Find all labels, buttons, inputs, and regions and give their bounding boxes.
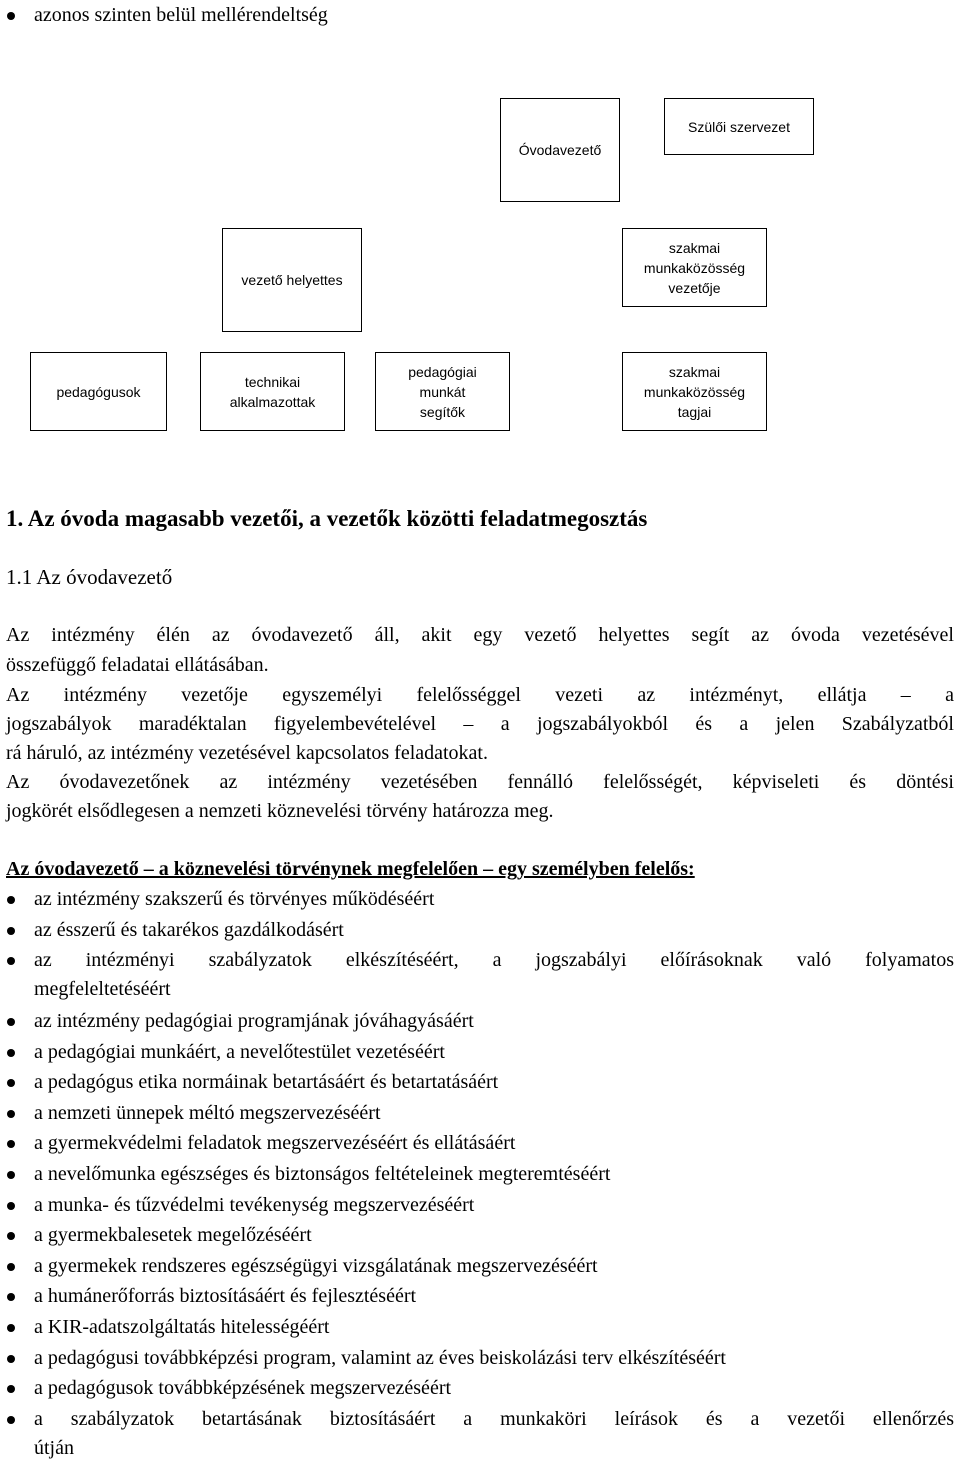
bullet-dot bbox=[7, 1171, 15, 1179]
paragraph-line: Az intézmény vezetője egyszemélyi felelősséggel vezeti az intézményt, ellátja – a bbox=[6, 684, 954, 706]
org-label: vezető helyettes bbox=[241, 272, 343, 288]
org-box-workgroup-members bbox=[622, 352, 767, 431]
list-item: a pedagógiai munkáért, a nevelőtestület vezetéséért bbox=[34, 1041, 445, 1063]
bullet-dot bbox=[7, 1416, 15, 1424]
list-item: a gyermekek rendszeres egészségügyi vizsgálatának megszervezéséért bbox=[34, 1255, 598, 1277]
org-label-line: segítők bbox=[419, 403, 466, 420]
list-item: a pedagógus etika normáinak betartásáért és betartatásáért bbox=[34, 1071, 499, 1093]
bullet-dot bbox=[7, 1263, 15, 1271]
list-item-continuation: útján bbox=[34, 1437, 74, 1459]
org-label-line: munkaközösség bbox=[643, 383, 746, 400]
bullet-dot bbox=[7, 927, 15, 935]
org-label-line: szakmai bbox=[668, 363, 721, 380]
paragraph-line: Az intézmény élén az óvodavezető áll, akit egy vezető helyettes segít az óvoda vezetésével bbox=[6, 624, 954, 646]
list-item: a pedagógusok továbbképzésének megszervezéséért bbox=[34, 1377, 452, 1399]
org-label: Szülői szervezet bbox=[688, 118, 790, 135]
bullet-dot bbox=[7, 1324, 15, 1332]
org-label-line: technikai bbox=[244, 373, 301, 390]
list-item: a munka- és tűzvédelmi tevékenység megszervezéséért bbox=[34, 1194, 475, 1216]
org-box-parent-org bbox=[664, 98, 814, 155]
bullet-dot bbox=[7, 1110, 15, 1118]
list-item: a nemzeti ünnepek méltó megszervezéséért bbox=[34, 1102, 381, 1124]
org-label-line: alkalmazottak bbox=[229, 393, 316, 410]
list-item: a gyermekvédelmi feladatok megszervezéséért és ellátásáért bbox=[34, 1132, 516, 1154]
paragraph-line: összefüggő feladatai ellátásában. bbox=[6, 654, 269, 676]
paragraph-line: jogkörét elsődlegesen a nemzeti köznevelési törvény határozza meg. bbox=[6, 800, 554, 822]
org-label: pedagógusok bbox=[56, 383, 141, 400]
org-label-line: szakmai bbox=[668, 239, 721, 256]
org-label: Óvodavezető bbox=[518, 142, 602, 158]
org-label-line: pedagógiai bbox=[408, 363, 477, 380]
list-item: a nevelőmunka egészséges és biztonságos feltételeinek megteremtéséért bbox=[34, 1163, 611, 1185]
org-box-teaching-assistants bbox=[375, 352, 510, 431]
bullet-dot bbox=[7, 1385, 15, 1393]
bullet-dot bbox=[7, 1202, 15, 1210]
list-item: a pedagógusi továbbképzési program, valamint az éves beiskolázási terv elkészítéséért bbox=[34, 1347, 726, 1369]
bullet-dot bbox=[7, 896, 15, 904]
bullet-dot bbox=[7, 1355, 15, 1363]
bullet-dot bbox=[7, 1049, 15, 1057]
paragraph-line: rá háruló, az intézmény vezetésével kapcsolatos feladatokat. bbox=[6, 742, 488, 764]
bullet-dot bbox=[7, 957, 15, 965]
list-item: az intézményi szabályzatok elkészítéséért, a jogszabályi előírásoknak való folyamatos bbox=[34, 949, 954, 971]
list-item: a KIR-adatszolgáltatás hitelességéért bbox=[34, 1316, 330, 1338]
bullet-dot bbox=[7, 1232, 15, 1240]
bullet-dot bbox=[7, 1140, 15, 1148]
responsibilities-heading: Az óvodavezető – a köznevelési törvénynek megfelelően – egy személyben felelős: bbox=[6, 858, 695, 880]
org-label-line: tagjai bbox=[677, 403, 712, 420]
org-box-technical-staff bbox=[200, 352, 345, 431]
list-item: az intézmény pedagógiai programjának jóváhagyásáért bbox=[34, 1010, 474, 1032]
org-label-line: munkaközösség bbox=[643, 259, 746, 276]
list-item: a gyermekbalesetek megelőzéséért bbox=[34, 1224, 312, 1246]
paragraph-line: Az óvodavezetőnek az intézmény vezetésében fennálló felelősségét, képviseleti és döntési bbox=[6, 771, 954, 793]
list-item: az ésszerű és takarékos gazdálkodásért bbox=[34, 919, 344, 941]
section-heading: 1. Az óvoda magasabb vezetői, a vezetők közötti feladatmegosztás bbox=[6, 506, 648, 531]
org-label-line: vezetője bbox=[668, 279, 721, 296]
org-label-line: munkát bbox=[419, 383, 466, 400]
bullet-dot bbox=[7, 12, 15, 20]
list-item: az intézmény szakszerű és törvényes működéséért bbox=[34, 888, 435, 910]
bullet-dot bbox=[7, 1079, 15, 1087]
top-bullet-text: azonos szinten belül mellérendeltség bbox=[34, 4, 328, 26]
org-box-workgroup-lead bbox=[622, 228, 767, 307]
subsection-heading: 1.1 Az óvodavezető bbox=[6, 565, 173, 589]
list-item: a szabályzatok betartásának biztosításáért a munkaköri leírások és a vezetői ellenőrzés bbox=[34, 1408, 954, 1430]
org-box-teachers bbox=[30, 352, 167, 431]
list-item-continuation: megfeleltetéséért bbox=[34, 978, 171, 1000]
org-box-deputy bbox=[222, 228, 362, 332]
paragraph-line: jogszabályok maradéktalan figyelembevételével – a jogszabályokból és a jelen Szabályzatból bbox=[6, 713, 954, 735]
bullet-dot bbox=[7, 1018, 15, 1026]
org-box-kindergarten-head bbox=[500, 98, 620, 202]
list-item: a humánerőforrás biztosításáért és fejlesztéséért bbox=[34, 1285, 417, 1307]
bullet-dot bbox=[7, 1293, 15, 1301]
